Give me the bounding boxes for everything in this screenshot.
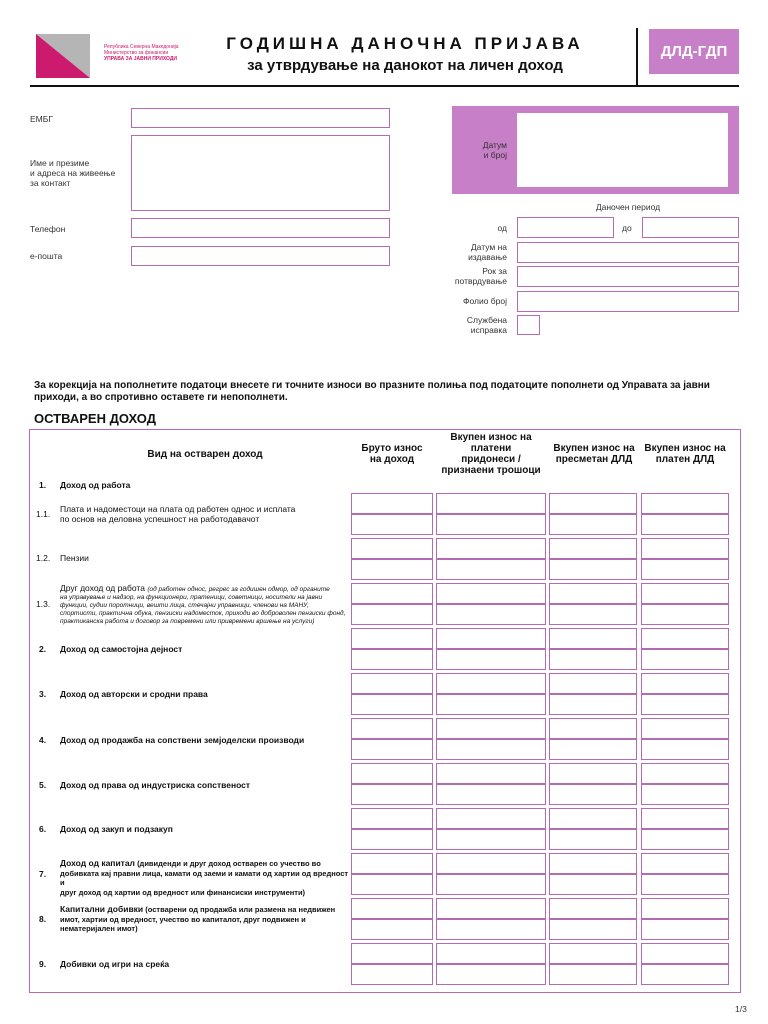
amount-input[interactable]: [641, 739, 729, 760]
amount-input[interactable]: [641, 718, 729, 739]
amount-input[interactable]: [351, 829, 433, 850]
amount-input[interactable]: [549, 763, 637, 784]
email-label: е-пошта: [30, 251, 63, 261]
col-header-paid-tax: Вкупен износ на платен ДЛД: [644, 443, 726, 465]
phone-input[interactable]: [131, 218, 390, 238]
amount-input[interactable]: [351, 694, 433, 715]
form-code-badge: ДЛД-ГДП: [649, 29, 739, 74]
amount-input[interactable]: [351, 628, 433, 649]
amount-input[interactable]: [549, 919, 637, 940]
name-address-label: Име и презиме и адреса на живеење за контакт: [30, 158, 116, 188]
row-number: 4.: [39, 735, 47, 745]
amount-input[interactable]: [641, 784, 729, 805]
issue-date-label: Датум на издавање: [468, 242, 507, 262]
row-label: Доход од авторски и сродни права: [60, 689, 208, 699]
amount-input[interactable]: [351, 919, 433, 940]
row-label: Доход од капитал (дивиденди и друг доход остварен со учество во добивката кај правни лица, камати од заеми и камати од хартии од вредност и друг доход од хартии од вредност или финансиски инструменти): [60, 858, 349, 897]
amount-input[interactable]: [351, 538, 433, 559]
tax-period-label: Даночен период: [595, 202, 661, 212]
amount-input[interactable]: [436, 808, 546, 829]
amount-input[interactable]: [549, 628, 637, 649]
date-number-input[interactable]: [517, 113, 728, 187]
amount-input[interactable]: [351, 583, 433, 604]
amount-input[interactable]: [549, 559, 637, 580]
amount-input[interactable]: [549, 943, 637, 964]
amount-input[interactable]: [641, 943, 729, 964]
amount-input[interactable]: [351, 874, 433, 895]
confirm-deadline-label: Рок за потврдување: [454, 266, 507, 286]
amount-input[interactable]: [351, 514, 433, 535]
logo-text: Република Северна Македонија Министерство за финансии УПРАВА ЗА ЈАВНИ ПРИХОДИ: [104, 44, 179, 62]
col-header-calculated-tax: Вкупен износ на пресметан ДЛД: [553, 443, 635, 465]
amount-input[interactable]: [436, 559, 546, 580]
amount-input[interactable]: [549, 694, 637, 715]
from-label: од: [497, 223, 507, 233]
amount-input[interactable]: [641, 583, 729, 604]
amount-input[interactable]: [436, 784, 546, 805]
amount-input[interactable]: [549, 493, 637, 514]
confirm-deadline-input[interactable]: [517, 266, 739, 287]
amount-input[interactable]: [436, 853, 546, 874]
logo-icon: [36, 34, 90, 78]
amount-input[interactable]: [641, 829, 729, 850]
amount-input[interactable]: [549, 829, 637, 850]
amount-input[interactable]: [436, 763, 546, 784]
amount-input[interactable]: [351, 808, 433, 829]
amount-input[interactable]: [436, 514, 546, 535]
row-label: Капитални добивки (остварени од продажба или размена на недвижен имот, хартии од вредност, учество во капиталот, друг подвижен и нематеријален имот): [60, 904, 336, 933]
amount-input[interactable]: [549, 718, 637, 739]
amount-input[interactable]: [436, 943, 546, 964]
row-label: Доход од самостојна дејност: [60, 644, 183, 654]
to-label: до: [622, 223, 632, 233]
amount-input[interactable]: [436, 538, 546, 559]
amount-input[interactable]: [351, 718, 433, 739]
col-header-contributions: Вкупен износ на платени придонеси / признаени трошоци: [441, 432, 541, 476]
phone-label: Телефон: [30, 224, 66, 234]
row-number: 6.: [39, 824, 47, 834]
row-number: 7.: [39, 869, 47, 879]
row-number: 1.2.: [36, 553, 51, 563]
amount-input[interactable]: [351, 898, 433, 919]
amount-input[interactable]: [549, 853, 637, 874]
amount-input[interactable]: [436, 739, 546, 760]
amount-input[interactable]: [641, 763, 729, 784]
amount-input[interactable]: [641, 649, 729, 670]
amount-input[interactable]: [351, 493, 433, 514]
page-subtitle: за утврдување на данокот на личен доход: [247, 57, 563, 74]
email-input[interactable]: [131, 246, 390, 266]
amount-input[interactable]: [436, 829, 546, 850]
amount-input[interactable]: [436, 583, 546, 604]
header-divider: [636, 28, 638, 86]
amount-input[interactable]: [436, 964, 546, 985]
amount-input[interactable]: [436, 673, 546, 694]
amount-input[interactable]: [549, 964, 637, 985]
amount-input[interactable]: [436, 649, 546, 670]
amount-input[interactable]: [549, 874, 637, 895]
amount-input[interactable]: [549, 514, 637, 535]
official-correction-checkbox[interactable]: [517, 315, 540, 335]
amount-input[interactable]: [641, 673, 729, 694]
amount-input[interactable]: [549, 583, 637, 604]
amount-input[interactable]: [641, 604, 729, 625]
amount-input[interactable]: [436, 604, 546, 625]
row-label: Доход од права од индустриска сопственост: [60, 780, 251, 790]
page-number: 1/3: [735, 1004, 747, 1014]
amount-input[interactable]: [436, 919, 546, 940]
row-label: Друг доход од работа (од работен однос, регрес за годишен одмор, од органите на управување и надзор, на функционери, пратеници, советници, носители на јавни функции, судии поротници, вешти лица, стечајни управници, членови на МАНУ, спортисти, практична обука, пензиски надоместок, приходи во доброволен пензиски фонд, практиканска работа и договор за повремени или привремени вршење на услуги): [60, 583, 346, 625]
row-number: 1.1.: [36, 509, 51, 519]
col-header-type: Вид на остварен доход: [147, 449, 263, 460]
embg-input[interactable]: [131, 108, 390, 128]
amount-input[interactable]: [641, 538, 729, 559]
amount-input[interactable]: [351, 649, 433, 670]
row-number: 5.: [39, 780, 47, 790]
name-address-input[interactable]: [131, 135, 390, 211]
row-label: Доход од продажба на сопствени земјоделски производи: [60, 735, 305, 745]
row-number: 3.: [39, 689, 47, 699]
amount-input[interactable]: [549, 739, 637, 760]
amount-input[interactable]: [641, 853, 729, 874]
amount-input[interactable]: [351, 559, 433, 580]
correction-note: За корекција на пополнетите податоци внесете ги точните износи во празните полиња под податоците пополнети од Управата за јавни приходи, а во спротивно оставете ги непополнети.: [34, 380, 710, 403]
row-label: Доход од работа: [60, 480, 131, 490]
amount-input[interactable]: [549, 604, 637, 625]
amount-input[interactable]: [641, 628, 729, 649]
period-from-input[interactable]: [517, 217, 614, 238]
amount-input[interactable]: [549, 898, 637, 919]
issue-date-input[interactable]: [517, 242, 739, 263]
folio-input[interactable]: [517, 291, 739, 312]
row-label: Пензии: [60, 553, 89, 563]
amount-input[interactable]: [549, 538, 637, 559]
amount-input[interactable]: [641, 514, 729, 535]
date-number-label: Датум и број: [482, 140, 507, 160]
page-title: ГОДИШНА ДАНОЧНА ПРИЈАВА: [226, 34, 584, 53]
amount-input[interactable]: [641, 919, 729, 940]
amount-input[interactable]: [351, 763, 433, 784]
amount-input[interactable]: [351, 739, 433, 760]
row-number: 1.3.: [36, 599, 51, 609]
row-number: 2.: [39, 644, 47, 654]
amount-input[interactable]: [436, 694, 546, 715]
amount-input[interactable]: [351, 943, 433, 964]
header-rule: [30, 85, 739, 87]
row-label: Плата и надоместоци на плата од работен однос и исплата по основ на деловна успешност на работодавачот: [60, 504, 296, 524]
amount-input[interactable]: [351, 964, 433, 985]
row-number: 1.: [39, 480, 47, 490]
amount-input[interactable]: [351, 784, 433, 805]
period-to-input[interactable]: [642, 217, 739, 238]
amount-input[interactable]: [549, 649, 637, 670]
amount-input[interactable]: [549, 673, 637, 694]
amount-input[interactable]: [351, 853, 433, 874]
section-title: ОСТВАРЕН ДОХОД: [34, 411, 157, 426]
amount-input[interactable]: [641, 898, 729, 919]
amount-input[interactable]: [641, 874, 729, 895]
official-correction-label: Службена исправка: [466, 315, 507, 335]
amount-input[interactable]: [549, 808, 637, 829]
amount-input[interactable]: [436, 493, 546, 514]
amount-input[interactable]: [436, 874, 546, 895]
row-number: 8.: [39, 914, 47, 924]
amount-input[interactable]: [641, 808, 729, 829]
amount-input[interactable]: [641, 694, 729, 715]
amount-input[interactable]: [436, 718, 546, 739]
amount-input[interactable]: [351, 673, 433, 694]
amount-input[interactable]: [436, 898, 546, 919]
row-label: Добивки од игри на среќа: [60, 959, 170, 969]
amount-input[interactable]: [641, 493, 729, 514]
amount-input[interactable]: [351, 604, 433, 625]
embg-label: ЕМБГ: [30, 114, 53, 124]
amount-input[interactable]: [436, 628, 546, 649]
amount-input[interactable]: [641, 964, 729, 985]
col-header-gross: Бруто износ на доход: [361, 443, 423, 465]
amount-input[interactable]: [549, 784, 637, 805]
folio-label: Фолио број: [462, 296, 507, 306]
row-number: 9.: [39, 959, 47, 969]
amount-input[interactable]: [641, 559, 729, 580]
row-label: Доход од закуп и подзакуп: [60, 824, 173, 834]
